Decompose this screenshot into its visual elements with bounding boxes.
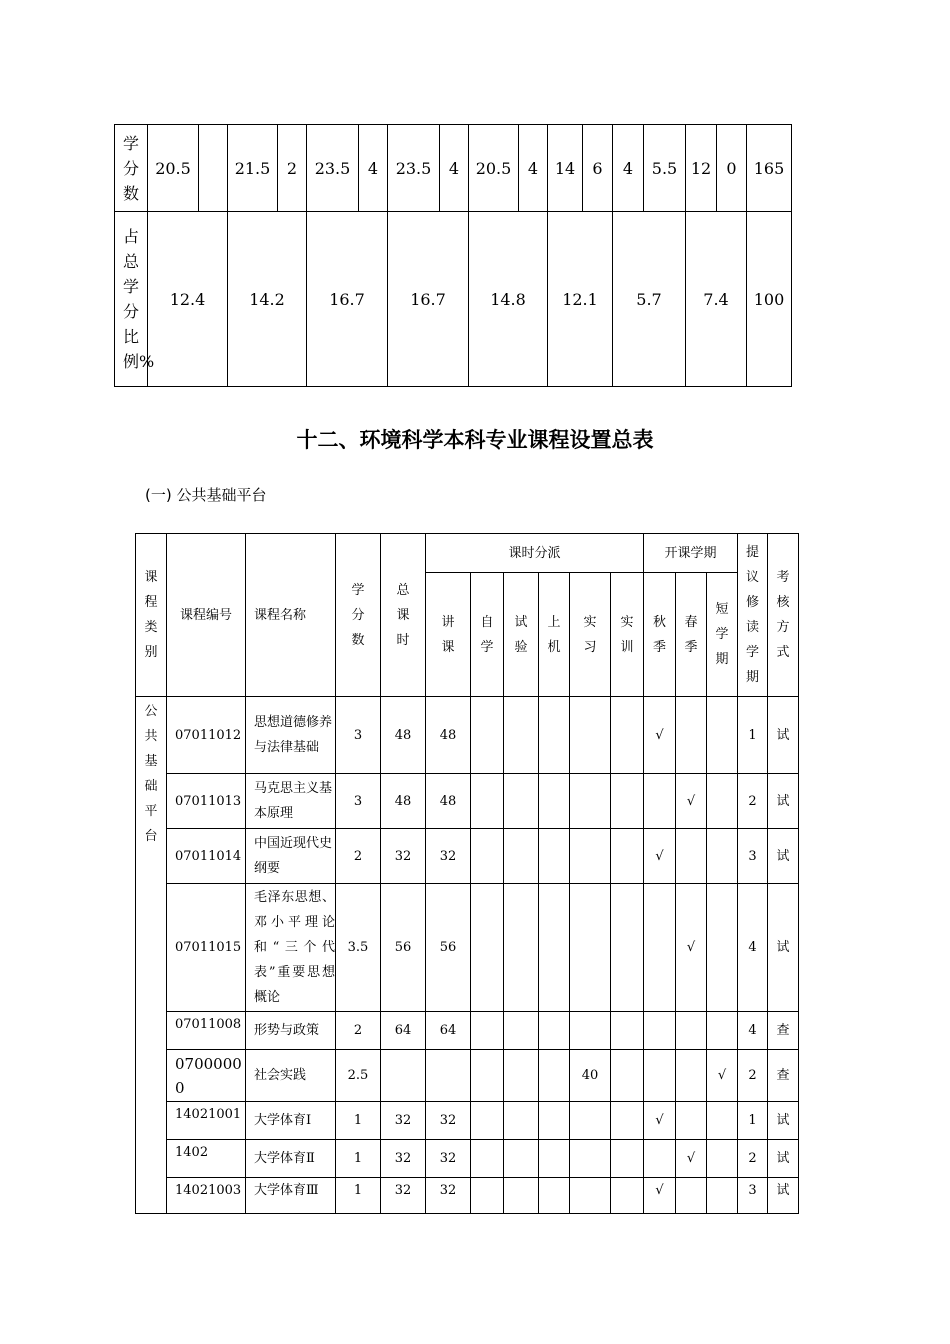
header-experiment: 试验 — [504, 573, 539, 697]
self-study-cell — [471, 774, 504, 829]
total-cell: 48 — [381, 697, 426, 774]
training-cell — [611, 1102, 644, 1140]
total-cell — [381, 1050, 426, 1102]
practice-cell — [570, 1012, 611, 1050]
short-cell — [707, 884, 738, 1012]
experiment-cell — [504, 829, 539, 884]
header-credits: 学分数 — [336, 534, 381, 697]
header-total-hours: 总课时 — [381, 534, 426, 697]
short-cell — [707, 1012, 738, 1050]
name-cell: 形势与政策 — [246, 1012, 336, 1050]
credit-cell: 4 — [440, 125, 469, 212]
lecture-cell: 64 — [426, 1012, 471, 1050]
total-cell: 64 — [381, 1012, 426, 1050]
credits-cell: 1 — [336, 1102, 381, 1140]
credit-cell: 4 — [359, 125, 388, 212]
exam-cell: 试 — [768, 697, 799, 774]
name-cell: 马克思主义基本原理 — [246, 774, 336, 829]
experiment-cell — [504, 884, 539, 1012]
credit-cell: 20.5 — [148, 125, 199, 212]
credits-cell: 3 — [336, 697, 381, 774]
self-study-cell — [471, 884, 504, 1012]
table-row — [136, 1178, 799, 1214]
training-cell — [611, 697, 644, 774]
header-spring: 春季 — [676, 573, 707, 697]
short-cell — [707, 697, 738, 774]
code-cell: 07011012 — [167, 697, 246, 774]
term-cell: 4 — [738, 1012, 768, 1050]
header-exam: 考核方式 — [768, 534, 799, 697]
lecture-cell: 32 — [426, 829, 471, 884]
name-cell: 中国近现代史纲要 — [246, 829, 336, 884]
practice-cell — [570, 1140, 611, 1178]
credit-cell: 165 — [747, 125, 792, 212]
lecture-cell: 56 — [426, 884, 471, 1012]
credits-cell: 2 — [336, 829, 381, 884]
credit-cell: 21.5 — [228, 125, 278, 212]
table-row — [136, 829, 799, 884]
table-row — [136, 1102, 799, 1140]
term-cell: 3 — [738, 1178, 768, 1214]
short-cell — [707, 1102, 738, 1140]
header-code: 课程编号 — [167, 534, 246, 697]
percent-cell: 7.4 — [686, 212, 747, 387]
code-cell: 14021003 — [167, 1178, 246, 1214]
credit-summary-table — [114, 124, 792, 387]
percent-cell: 100 — [747, 212, 792, 387]
percent-cell: 12.4 — [148, 212, 228, 387]
header-autumn: 秋季 — [644, 573, 676, 697]
credit-row — [115, 125, 792, 212]
practice-cell — [570, 884, 611, 1012]
credits-cell: 1 — [336, 1140, 381, 1178]
credits-cell: 1 — [336, 1178, 381, 1214]
percent-cell: 14.2 — [228, 212, 307, 387]
computer-cell — [539, 1140, 570, 1178]
spring-cell — [676, 829, 707, 884]
autumn-cell — [644, 1050, 676, 1102]
experiment-cell — [504, 774, 539, 829]
term-cell: 4 — [738, 884, 768, 1012]
spring-cell: √ — [676, 1140, 707, 1178]
credit-cell: 20.5 — [469, 125, 519, 212]
code-cell: 07011008 — [167, 1012, 246, 1050]
percent-cell: 5.7 — [613, 212, 686, 387]
total-cell: 32 — [381, 1178, 426, 1214]
short-cell — [707, 829, 738, 884]
computer-cell — [539, 697, 570, 774]
name-cell: 思想道德修养与法律基础 — [246, 697, 336, 774]
experiment-cell — [504, 1102, 539, 1140]
training-cell — [611, 884, 644, 1012]
credits-cell: 3.5 — [336, 884, 381, 1012]
subsection-title: (一) 公共基础平台 — [145, 486, 267, 504]
percent-cell: 16.7 — [307, 212, 388, 387]
credits-cell: 2.5 — [336, 1050, 381, 1102]
spring-cell: √ — [676, 884, 707, 1012]
category-cell: 公共基础平台 — [136, 697, 167, 1214]
header-computer: 上机 — [539, 573, 570, 697]
computer-cell — [539, 1102, 570, 1140]
row-label-credits: 学分数 — [115, 125, 148, 212]
credit-cell: 5.5 — [644, 125, 686, 212]
credit-cell: 12 — [686, 125, 717, 212]
total-cell: 32 — [381, 1140, 426, 1178]
exam-cell: 试 — [768, 1140, 799, 1178]
exam-cell: 试 — [768, 829, 799, 884]
experiment-cell — [504, 697, 539, 774]
practice-cell — [570, 829, 611, 884]
percent-cell: 12.1 — [548, 212, 613, 387]
short-cell: √ — [707, 1050, 738, 1102]
term-cell: 2 — [738, 1050, 768, 1102]
name-cell: 大学体育Ⅲ — [246, 1178, 336, 1214]
lecture-cell — [426, 1050, 471, 1102]
header-term-group: 开课学期 — [644, 534, 738, 573]
code-cell: 14021001 — [167, 1102, 246, 1140]
exam-cell: 试 — [768, 1178, 799, 1214]
autumn-cell: √ — [644, 1102, 676, 1140]
spring-cell: √ — [676, 774, 707, 829]
autumn-cell — [644, 774, 676, 829]
name-cell: 社会实践 — [246, 1050, 336, 1102]
computer-cell — [539, 1050, 570, 1102]
credit-cell: 6 — [583, 125, 613, 212]
experiment-cell — [504, 1050, 539, 1102]
credit-cell: 23.5 — [388, 125, 440, 212]
lecture-cell: 48 — [426, 697, 471, 774]
header-training: 实训 — [611, 573, 644, 697]
term-cell: 1 — [738, 697, 768, 774]
table-row — [136, 1140, 799, 1178]
exam-cell: 试 — [768, 884, 799, 1012]
table-row — [136, 1050, 799, 1102]
autumn-cell: √ — [644, 829, 676, 884]
spring-cell — [676, 1050, 707, 1102]
total-cell: 32 — [381, 829, 426, 884]
short-cell — [707, 1140, 738, 1178]
training-cell — [611, 1140, 644, 1178]
practice-cell — [570, 1102, 611, 1140]
code-cell: 07011014 — [167, 829, 246, 884]
self-study-cell — [471, 1178, 504, 1214]
table-row — [136, 774, 799, 829]
self-study-cell — [471, 829, 504, 884]
practice-cell — [570, 774, 611, 829]
lecture-cell: 32 — [426, 1140, 471, 1178]
header-suggested-term: 提议修读学期 — [738, 534, 768, 697]
code-cell: 07011013 — [167, 774, 246, 829]
credit-cell: 2 — [278, 125, 307, 212]
header-hour-group: 课时分派 — [426, 534, 644, 573]
credit-cell: 0 — [717, 125, 747, 212]
course-table — [135, 533, 799, 1214]
credit-cell: 23.5 — [307, 125, 359, 212]
short-cell — [707, 774, 738, 829]
total-cell: 32 — [381, 1102, 426, 1140]
term-cell: 1 — [738, 1102, 768, 1140]
lecture-cell: 48 — [426, 774, 471, 829]
credit-cell — [199, 125, 228, 212]
computer-cell — [539, 1012, 570, 1050]
credits-cell: 2 — [336, 1012, 381, 1050]
credit-cell: 4 — [519, 125, 548, 212]
code-cell: 1402 — [167, 1140, 246, 1178]
self-study-cell — [471, 1140, 504, 1178]
experiment-cell — [504, 1012, 539, 1050]
header-category: 课程类别 — [136, 534, 167, 697]
practice-cell — [570, 1178, 611, 1214]
code-cell: 07011015 — [167, 884, 246, 1012]
name-cell: 毛泽东思想、邓小平理论和“三个代表”重要思想概论 — [246, 884, 336, 1012]
term-cell: 2 — [738, 774, 768, 829]
name-cell: 大学体育Ⅱ — [246, 1140, 336, 1178]
exam-cell: 试 — [768, 1102, 799, 1140]
percent-row — [115, 212, 792, 387]
exam-cell: 查 — [768, 1050, 799, 1102]
practice-cell: 40 — [570, 1050, 611, 1102]
exam-cell: 试 — [768, 774, 799, 829]
header-self-study: 自学 — [471, 573, 504, 697]
spring-cell — [676, 1178, 707, 1214]
percent-cell: 14.8 — [469, 212, 548, 387]
total-cell: 56 — [381, 884, 426, 1012]
table-row — [136, 697, 799, 774]
name-cell: 大学体育Ⅰ — [246, 1102, 336, 1140]
table-row — [136, 884, 799, 1012]
header-short-term: 短学期 — [707, 573, 738, 697]
exam-cell: 查 — [768, 1012, 799, 1050]
header-lecture: 讲课 — [426, 573, 471, 697]
training-cell — [611, 1178, 644, 1214]
spring-cell — [676, 1012, 707, 1050]
header-practice: 实习 — [570, 573, 611, 697]
spring-cell — [676, 697, 707, 774]
term-cell: 3 — [738, 829, 768, 884]
autumn-cell: √ — [644, 697, 676, 774]
computer-cell — [539, 829, 570, 884]
lecture-cell: 32 — [426, 1178, 471, 1214]
autumn-cell — [644, 884, 676, 1012]
training-cell — [611, 1012, 644, 1050]
computer-cell — [539, 884, 570, 1012]
self-study-cell — [471, 697, 504, 774]
autumn-cell — [644, 1140, 676, 1178]
term-cell: 2 — [738, 1140, 768, 1178]
autumn-cell: √ — [644, 1178, 676, 1214]
credits-cell: 3 — [336, 774, 381, 829]
training-cell — [611, 774, 644, 829]
autumn-cell — [644, 1012, 676, 1050]
self-study-cell — [471, 1012, 504, 1050]
section-title: 十二、环境科学本科专业课程设置总表 — [296, 428, 654, 452]
code-cell: 07000000 — [167, 1050, 246, 1102]
credit-cell: 14 — [548, 125, 583, 212]
total-cell: 48 — [381, 774, 426, 829]
row-label-percent: 占总学分比例% — [115, 212, 148, 387]
header-name: 课程名称 — [246, 534, 336, 697]
training-cell — [611, 1050, 644, 1102]
experiment-cell — [504, 1178, 539, 1214]
table-row — [136, 1012, 799, 1050]
short-cell — [707, 1178, 738, 1214]
training-cell — [611, 829, 644, 884]
computer-cell — [539, 1178, 570, 1214]
lecture-cell: 32 — [426, 1102, 471, 1140]
self-study-cell — [471, 1050, 504, 1102]
self-study-cell — [471, 1102, 504, 1140]
header-row-1 — [136, 534, 799, 573]
spring-cell — [676, 1102, 707, 1140]
experiment-cell — [504, 1140, 539, 1178]
computer-cell — [539, 774, 570, 829]
practice-cell — [570, 697, 611, 774]
percent-cell: 16.7 — [388, 212, 469, 387]
credit-cell: 4 — [613, 125, 644, 212]
